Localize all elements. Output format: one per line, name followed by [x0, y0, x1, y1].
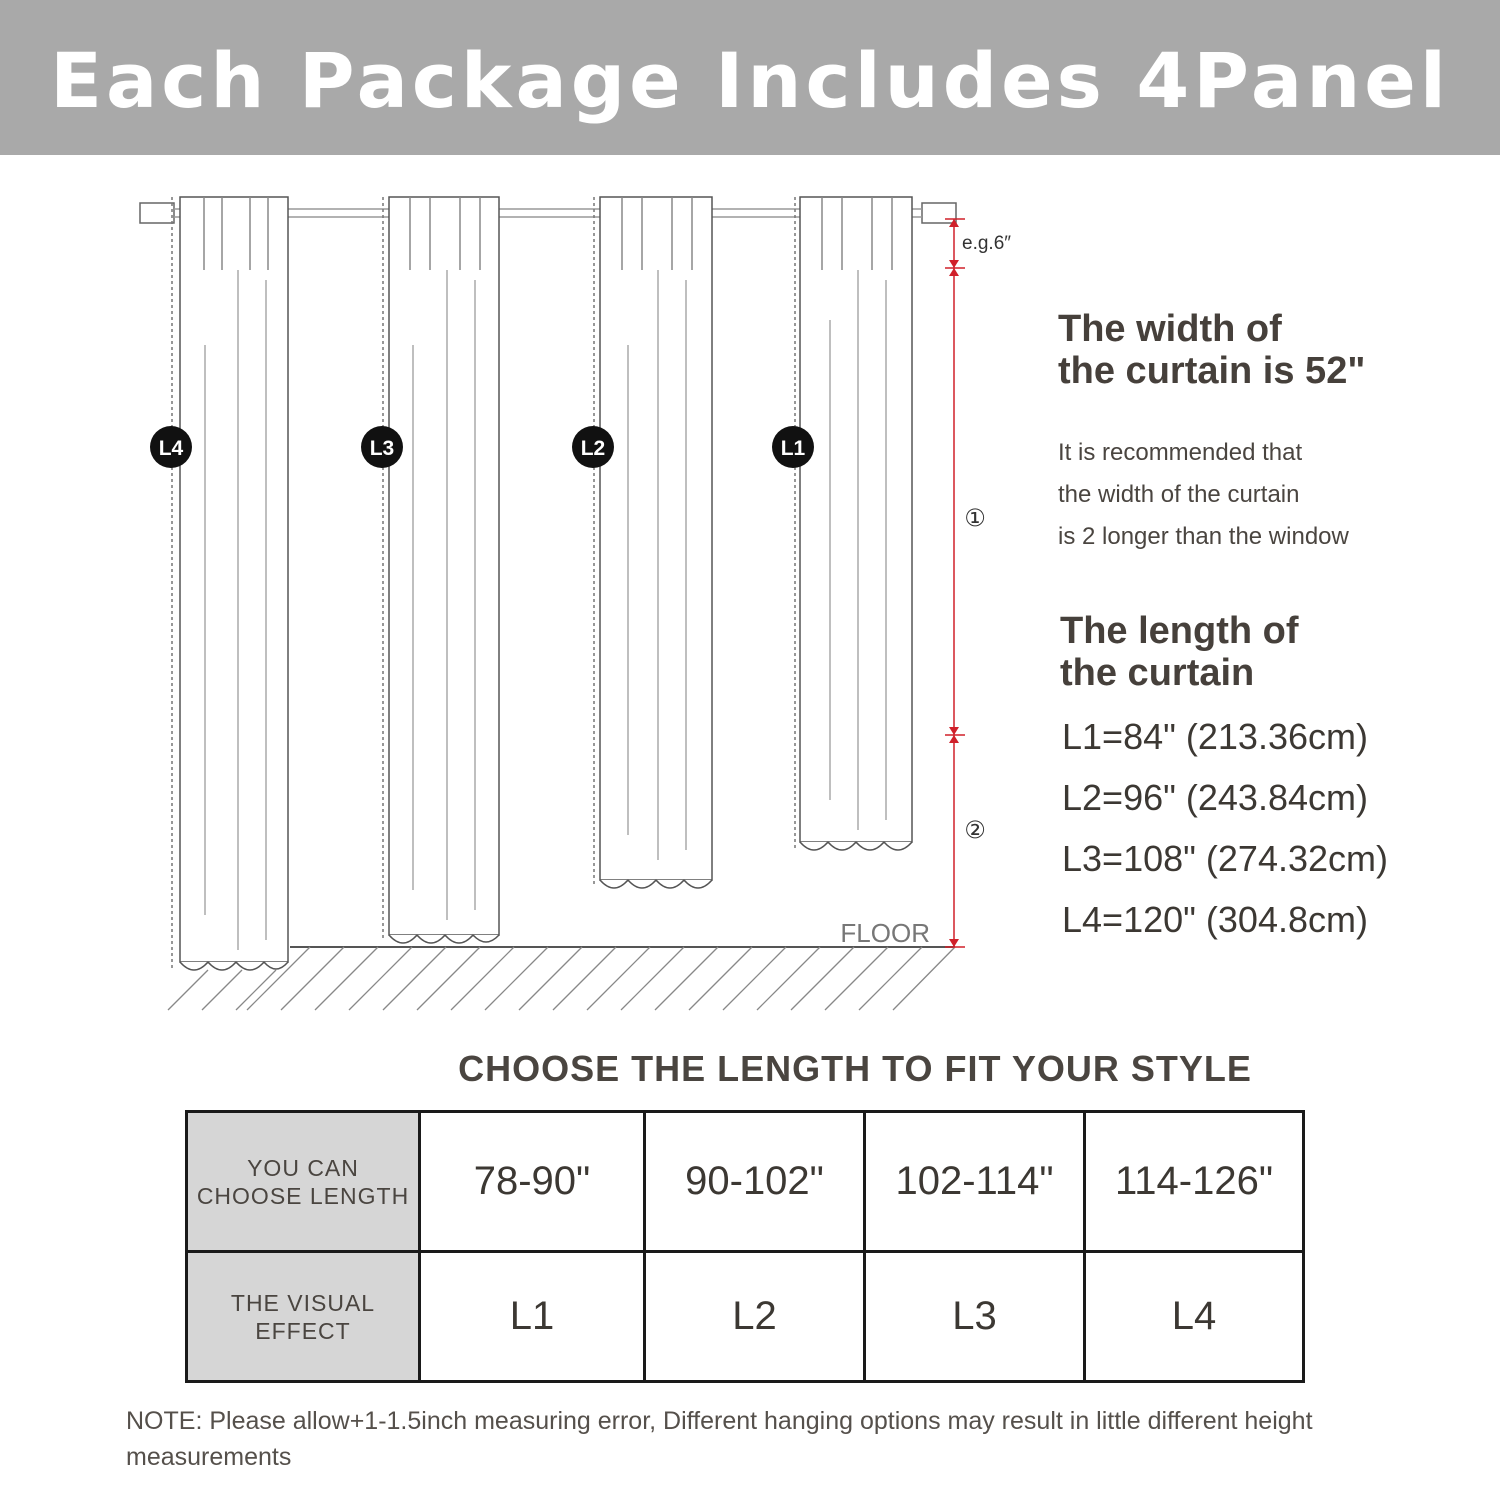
width-heading-line1: The width of — [1058, 308, 1282, 350]
length-table — [185, 1110, 1305, 1383]
badge-l4-label: L4 — [158, 437, 184, 460]
table-row-length — [187, 1112, 1304, 1252]
length-heading-line2: the curtain — [1060, 652, 1255, 694]
row-header-visual-line2: EFFECT — [255, 1317, 351, 1344]
recommendation-line1: It is recommended that — [1058, 439, 1303, 466]
row-header-visual — [187, 1252, 420, 1382]
table-row-visual — [187, 1252, 1304, 1382]
row-header-length-line2: CHOOSE LENGTH — [196, 1182, 410, 1209]
segment-1-marker: ① — [964, 504, 986, 532]
badge-l1 — [772, 426, 814, 468]
width-heading-line2: the curtain is 52" — [1058, 350, 1366, 392]
length-l4: L4=120" (304.8cm) — [1062, 899, 1368, 940]
length-range-cell: 78-90" — [420, 1112, 645, 1252]
banner-title: Each Package Includes 4Panel — [50, 36, 1450, 125]
badge-l1-label: L1 — [780, 437, 806, 460]
length-l3: L3=108" (274.32cm) — [1062, 838, 1388, 879]
length-l1: L1=84" (213.36cm) — [1062, 716, 1368, 757]
floor-label: FLOOR — [840, 918, 930, 948]
badge-l3 — [361, 426, 403, 468]
width-recommendation — [1058, 432, 1349, 558]
row-header-visual-line1: THE VISUAL — [230, 1289, 376, 1316]
recommendation-line3: is 2 longer than the window — [1058, 523, 1349, 550]
visual-effect-cell: L2 — [645, 1252, 865, 1382]
row-header-length-line1: YOU CAN — [247, 1154, 359, 1181]
length-range-cell: 114-126" — [1085, 1112, 1304, 1252]
badge-l2 — [572, 426, 614, 468]
curtain-panel-l2 — [594, 197, 712, 888]
visual-effect-cell: L1 — [420, 1252, 645, 1382]
dimension-lines — [945, 219, 965, 947]
badge-l4 — [150, 426, 192, 468]
length-l2: L2=96" (243.84cm) — [1062, 777, 1368, 818]
curtain-panel-l3 — [383, 197, 499, 943]
curtain-panel-l4 — [172, 197, 288, 970]
width-heading — [1058, 308, 1365, 392]
visual-effect-cell: L4 — [1085, 1252, 1304, 1382]
gap-label: e.g.6″ — [962, 233, 1011, 254]
row-header-length — [187, 1112, 420, 1252]
badge-l3-label: L3 — [369, 437, 395, 460]
measurement-note: NOTE: Please allow+1-1.5inch measuring error, Different hanging options may result in little different height measurements — [126, 1407, 1313, 1471]
visual-effect-cell: L3 — [865, 1252, 1085, 1382]
choose-title: CHOOSE THE LENGTH TO FIT YOUR STYLE — [458, 1048, 1252, 1089]
length-heading-line1: The length of — [1060, 610, 1299, 652]
curtain-diagram — [0, 155, 1050, 1035]
length-range-cell: 90-102" — [645, 1112, 865, 1252]
badge-l2-label: L2 — [580, 437, 606, 460]
length-range-cell: 102-114" — [865, 1112, 1085, 1252]
curtain-panel-l1 — [795, 197, 912, 850]
length-heading — [1060, 610, 1299, 694]
recommendation-line2: the width of the curtain — [1058, 481, 1300, 508]
segment-2-marker: ② — [964, 816, 986, 844]
